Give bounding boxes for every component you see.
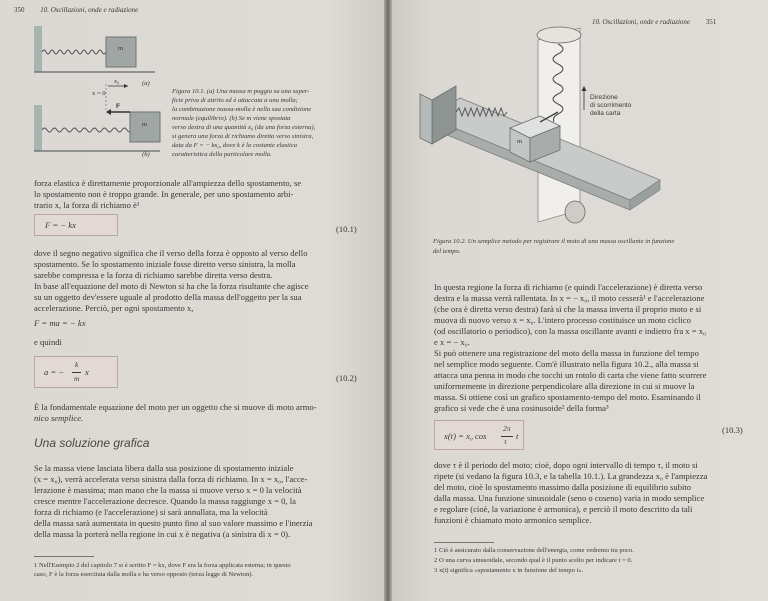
right-header-title: 10. Oscillazioni, onde e radiazione [592, 18, 690, 26]
wall-a [34, 26, 42, 72]
right-footnote-rule [434, 542, 494, 543]
equation-10-1: F = − kx [45, 220, 76, 230]
equation-10-2-number: (10.2) [336, 373, 357, 383]
section-heading: Una soluzione grafica [34, 436, 150, 450]
x-zero-label: x = 0 [92, 90, 106, 97]
right-page-number: 351 [705, 18, 717, 26]
force-label: F [116, 103, 121, 110]
figure-10-2 [390, 0, 768, 240]
paper-direction-arrow-head [582, 86, 587, 91]
equation-10-3-number: (10.3) [722, 425, 743, 435]
e-quindi-text: e quindi [34, 337, 62, 347]
x0-arrow-head [124, 84, 128, 88]
equation-10-1-number: (10.1) [336, 224, 357, 234]
mass-label-b: m [142, 121, 148, 128]
mass-label: m [517, 138, 523, 145]
force-arrow-head [106, 109, 111, 115]
spring-a [42, 50, 106, 54]
spring-b [42, 128, 132, 132]
top-roll [537, 27, 581, 43]
left-page-number: 350 [14, 6, 25, 14]
equation-10-2-box: a = − k m x [34, 356, 118, 388]
bottom-roll [565, 201, 585, 223]
wall-b [34, 105, 42, 151]
left-header-title: 10. Oscillazioni, onde e radiazione [40, 6, 139, 14]
fig-a-label: (a) [142, 80, 150, 87]
x0-label: x₀ [114, 78, 120, 85]
equation-f-ma: F = ma = − kx [34, 318, 86, 328]
left-footnote-rule [34, 556, 94, 557]
fig-b-label: (b) [142, 151, 150, 158]
equation-10-3-box: x(t) = x₀ cos 2π τ t [434, 420, 524, 450]
mass-label-a: m [118, 45, 124, 52]
equation-10-1-box [34, 214, 118, 236]
